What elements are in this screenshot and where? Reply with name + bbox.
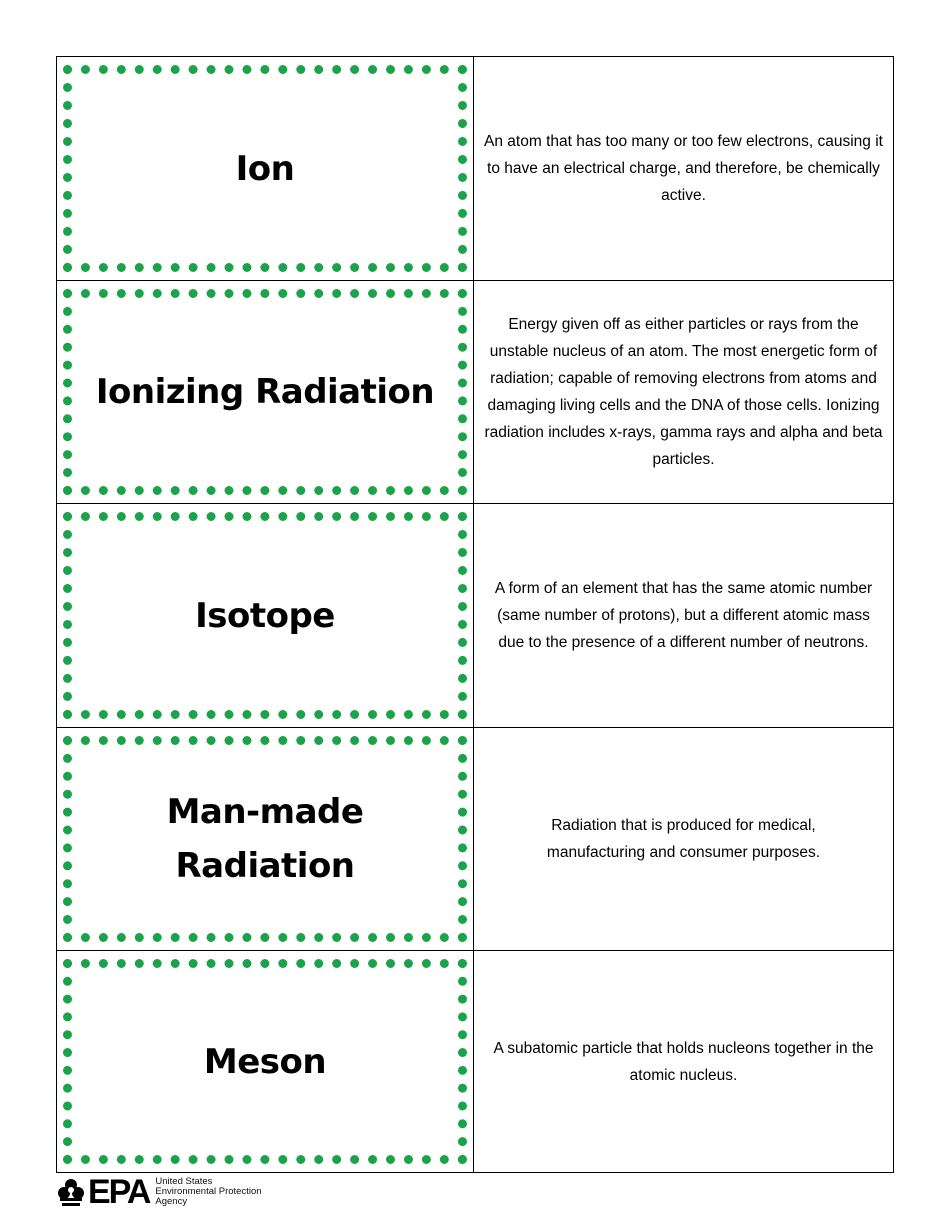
definition-text: A form of an element that has the same atomic number (same number of protons), but a different atomic mass due to the presence of a different number of neutrons. bbox=[494, 580, 873, 651]
flashcard-sheet bbox=[56, 56, 894, 1173]
definition-text: Energy given off as either particles or rays from the unstable nucleus of an atom. The most energetic form of radiation; capable of removing electrons from atoms and damaging living cells and the DNA of those cells. Ionizing radiation includes x-rays, gamma rays and alpha and beta particles. bbox=[484, 316, 883, 468]
flashcard-row bbox=[57, 950, 893, 1172]
term-label: Man-made Radiation bbox=[166, 792, 364, 886]
term-cell bbox=[57, 728, 474, 950]
agency-line: Environmental Protection bbox=[155, 1186, 262, 1197]
term-cell bbox=[57, 504, 474, 727]
term-dotted-frame bbox=[63, 512, 467, 719]
term-dotted-frame bbox=[63, 289, 467, 495]
definition-cell bbox=[474, 504, 893, 727]
definition-cell bbox=[474, 951, 893, 1172]
flashcard-row bbox=[57, 727, 893, 950]
definition-text: A subatomic particle that holds nucleons together in the atomic nucleus. bbox=[493, 1039, 874, 1084]
flashcard-row bbox=[57, 57, 893, 280]
flashcard-row bbox=[57, 280, 893, 503]
term-dotted-frame bbox=[63, 736, 467, 942]
term-cell bbox=[57, 281, 474, 503]
agency-name bbox=[155, 1177, 261, 1207]
agency-line: United States bbox=[155, 1176, 213, 1187]
term-dotted-frame bbox=[63, 959, 467, 1164]
epa-flower-icon bbox=[56, 1177, 86, 1207]
term-label: Ion bbox=[235, 148, 295, 189]
definition-cell bbox=[474, 57, 893, 280]
term-label: Isotope bbox=[195, 595, 335, 636]
term-cell bbox=[57, 57, 474, 280]
epa-wordmark: EPA bbox=[88, 1173, 150, 1211]
flashcard-row bbox=[57, 503, 893, 727]
epa-logo bbox=[56, 1175, 262, 1209]
definition-cell bbox=[474, 728, 893, 950]
term-label: Meson bbox=[203, 1041, 327, 1082]
definition-text: Radiation that is produced for medical, manufacturing and consumer purposes. bbox=[546, 817, 821, 861]
definition-cell bbox=[474, 281, 893, 503]
definition-text: An atom that has too many or too few electrons, causing it to have an electrical charge, and therefore, be chemically active. bbox=[484, 133, 883, 204]
agency-line: Agency bbox=[155, 1196, 188, 1207]
term-label: Ionizing Radiation bbox=[95, 372, 435, 412]
term-dotted-frame bbox=[63, 65, 467, 272]
epa-mark bbox=[56, 1175, 149, 1209]
term-cell bbox=[57, 951, 474, 1172]
